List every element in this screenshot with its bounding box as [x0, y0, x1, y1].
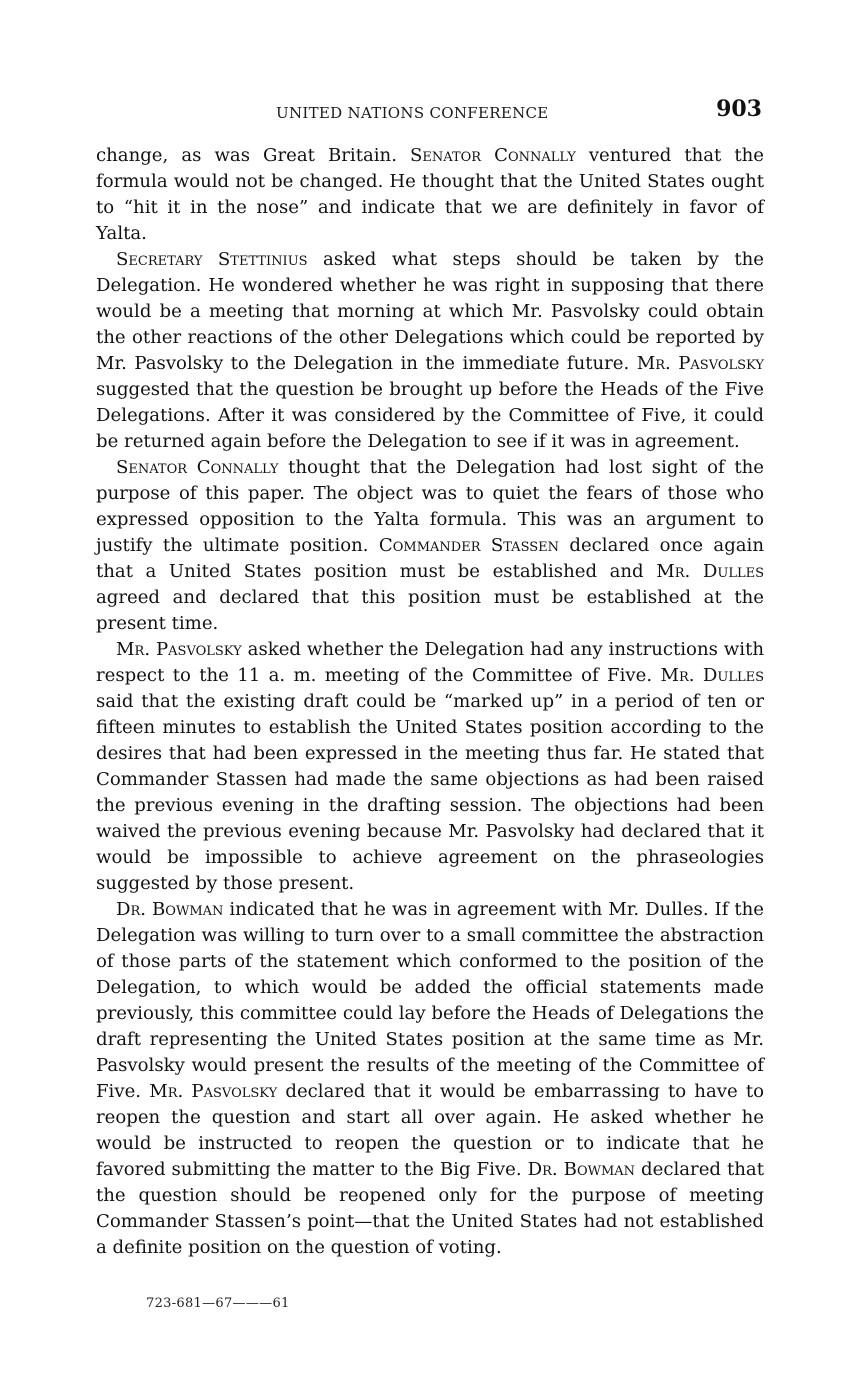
- speaker-name: Mr. Dulles: [656, 561, 764, 582]
- speaker-name: Commander Stassen: [378, 535, 560, 556]
- text-run: declared that the question should be reopened only for the purpose of meeting Commander Stassen’s point—that the United States had not established a definite position on the question of voting.: [96, 1159, 764, 1258]
- paragraph: [96, 637, 764, 897]
- text-run: thought that the Delegation had lost sight of the purpose of this paper. The object was to quiet the fears of those who expressed opposition to the Yalta formula. This was an argument to justify the ultimate position.: [96, 457, 764, 556]
- running-title: UNITED NATIONS CONFERENCE: [276, 104, 549, 122]
- text-run: declared once again that a United States position must be established and: [96, 535, 765, 582]
- paragraph: [96, 897, 764, 1261]
- text-run: asked what steps should be taken by the Delegation. He wondered whether he was right in supposing that there would be a meeting that morning at which Mr. Pasvolsky could obtain the other reactions of the other Delegations which could be reported by Mr. Pasvolsky to the Delegation in the immediate future.: [96, 249, 765, 374]
- text-run: said that the existing draft could be “marked up” in a period of ten or fifteen minutes to establish the United States position according to the desires that had been expressed in the meeting thus far. He stated that Commander Stassen had made the same objections as had been raised the previous evening in the drafting session. The objections had been waived the previous evening because Mr. Pasvolsky had declared that it would be impossible to achieve agreement on the phraseologies suggested by those present.: [96, 691, 764, 894]
- speaker-name: Senator Connally: [410, 145, 576, 166]
- paragraph: [96, 143, 764, 247]
- page-number: 903: [716, 96, 762, 122]
- speaker-name: Mr. Pasvolsky: [636, 353, 765, 374]
- printer-signature: 723-681—67———61: [146, 1296, 290, 1311]
- speaker-name: Mr. Pasvolsky: [149, 1081, 278, 1102]
- text-run: indicated that he was in agreement with Mr. Dulles. If the Delegation was willing to turn over to a small committee the abstraction of those parts of the statement which conformed to the position of the Delegation, to which would be added the official statements made previously, this committee could lay before the Heads of Delegations the draft representing the United States position at the same time as Mr. Pasvolsky would present the results of the meeting of the Committee of Five.: [96, 899, 764, 1102]
- text-run: asked whether the Delegation had any instructions with respect to the 11 a. m. meeting of the Committee of Five.: [96, 639, 764, 686]
- speaker-name: Dr. Bowman: [116, 899, 224, 920]
- running-header: [96, 96, 764, 130]
- text-run: ventured that the formula would not be changed. He thought that the United States ought to “hit it in the nose” and indicate that we are definitely in favor of Yalta.: [96, 145, 764, 244]
- speaker-name: Mr. Pasvolsky: [116, 639, 242, 660]
- speaker-name: Mr. Dulles: [660, 665, 764, 686]
- body-text: [96, 143, 764, 1261]
- paragraph: [96, 247, 764, 455]
- speaker-name: Secretary Stettinius: [116, 249, 308, 270]
- text-run: agreed and declared that this position must be established at the present time.: [96, 587, 764, 634]
- text-run: suggested that the question be brought up before the Heads of the Five Delegations. After it was considered by the Committee of Five, it could be returned again before the Delegation to see if it was in agreement.: [96, 379, 764, 452]
- text-run: change, as was Great Britain.: [96, 145, 411, 166]
- text-run: declared that it would be embarrassing to have to reopen the question and start all over again. He asked whether he would be instructed to reopen the question or to indicate that he favored submitting the matter to the Big Five.: [96, 1081, 764, 1180]
- paragraph: [96, 455, 764, 637]
- speaker-name: Dr. Bowman: [527, 1159, 636, 1180]
- speaker-name: Senator Connally: [116, 457, 279, 478]
